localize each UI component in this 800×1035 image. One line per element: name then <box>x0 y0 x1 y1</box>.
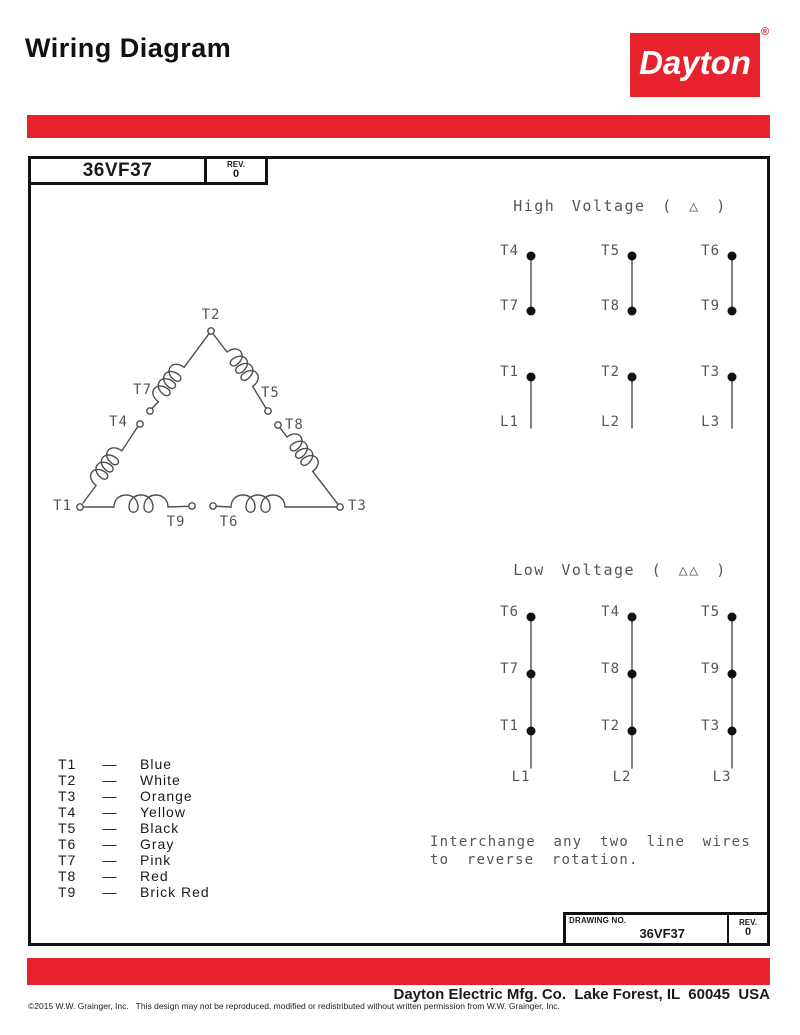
lv-column-1 <box>527 613 536 769</box>
winding-t1-t9 <box>84 495 188 512</box>
terminal-circle-t3 <box>337 504 343 510</box>
registered-trademark-icon: ® <box>761 26 770 38</box>
terminal-circle-t8 <box>275 422 281 428</box>
copyright-notice: ©2015 W.W. Grainger, Inc. This design may not be reproduced, modified or redistributed without written permission from W.W. Grainger, Inc. <box>28 1001 560 1011</box>
legend-terminal: T7 <box>58 852 77 868</box>
bottom-divider-bar <box>27 958 770 985</box>
lv-column-3 <box>728 613 737 769</box>
hv-label: T2 <box>601 364 620 380</box>
legend-color: White <box>140 772 181 788</box>
legend-row <box>58 836 210 852</box>
legend-row <box>58 868 210 884</box>
legend-terminal: T6 <box>58 836 77 852</box>
hv-label: T8 <box>601 298 620 314</box>
winding-t1-t4 <box>83 427 138 503</box>
hv-label: T3 <box>701 364 720 380</box>
legend-color: Orange <box>140 788 193 804</box>
terminal-circle-t9 <box>189 503 195 509</box>
drawing-rev-cell <box>729 915 767 943</box>
terminal-circle-t7 <box>147 408 153 414</box>
hv-label: T5 <box>601 243 620 259</box>
legend-separator: — <box>102 868 118 884</box>
legend-separator: — <box>102 884 118 900</box>
legend-color: Brick Red <box>140 884 210 900</box>
legend-terminal: T8 <box>58 868 77 884</box>
terminal-circle-t5 <box>265 408 271 414</box>
delta-label-t6: T6 <box>219 514 239 530</box>
lv-line-label: L3 <box>712 769 732 785</box>
legend-separator: — <box>102 836 118 852</box>
lv-label: T8 <box>601 661 620 677</box>
hv-label: T1 <box>500 364 519 380</box>
legend-color: Red <box>140 868 169 884</box>
legend-terminal: T1 <box>58 756 77 772</box>
rotation-note-line2: to reverse rotation. <box>430 852 639 868</box>
hv-label: T7 <box>500 298 519 314</box>
legend-row <box>58 852 210 868</box>
delta-winding-diagram <box>30 300 382 550</box>
legend-terminal: T2 <box>58 772 77 788</box>
wire-color-legend <box>58 756 210 900</box>
delta-label-t9: T9 <box>166 514 186 530</box>
rev-value: 0 <box>232 167 240 180</box>
lv-label: T7 <box>500 661 519 677</box>
legend-separator: — <box>102 852 118 868</box>
hv-column-1 <box>527 252 536 429</box>
legend-terminal: T4 <box>58 804 77 820</box>
drawing-number-block <box>563 912 770 946</box>
hv-label: T6 <box>701 243 720 259</box>
company-address: Dayton Electric Mfg. Co. Lake Forest, IL 60045 USA <box>393 986 770 1003</box>
lv-label: T9 <box>701 661 720 677</box>
lv-line-label: L1 <box>511 769 531 785</box>
hv-column-3 <box>728 252 737 429</box>
page-title: Wiring Diagram <box>25 33 232 63</box>
delta-label-t8: T8 <box>285 417 304 433</box>
hv-line-label: L1 <box>500 414 519 430</box>
drawing-no-label: DRAWING NO. <box>569 916 627 925</box>
high-voltage-title: High Voltage ( △ ) <box>513 197 727 215</box>
drawing-number: 36VF37 <box>639 926 685 941</box>
winding-t6-t3 <box>217 495 337 512</box>
delta-label-t1: T1 <box>53 498 72 514</box>
legend-separator: — <box>102 788 118 804</box>
legend-row <box>58 772 210 788</box>
hv-label: T4 <box>500 243 519 259</box>
dayton-logo <box>630 33 760 97</box>
rotation-note-line1: Interchange any two line wires <box>430 834 751 850</box>
legend-terminal: T5 <box>58 820 77 836</box>
dayton-logo-text: Dayton <box>639 44 751 81</box>
legend-separator: — <box>102 820 118 836</box>
low-voltage-title: Low Voltage ( △△ ) <box>513 561 727 579</box>
model-number: 36VF37 <box>31 159 207 182</box>
legend-row <box>58 788 210 804</box>
legend-row <box>58 804 210 820</box>
winding-t8-t3 <box>280 428 337 504</box>
legend-terminal: T3 <box>58 788 77 804</box>
high-voltage-connections <box>480 235 780 440</box>
title-block <box>28 156 268 185</box>
drawing-rev-value: 0 <box>744 926 752 939</box>
legend-color: Gray <box>140 836 175 852</box>
terminal-circle-t4 <box>137 421 143 427</box>
legend-color: Blue <box>140 756 173 772</box>
lv-label: T2 <box>601 718 620 734</box>
lv-column-2 <box>628 613 637 769</box>
delta-label-t7: T7 <box>133 382 152 398</box>
delta-label-t5: T5 <box>261 385 280 401</box>
legend-separator: — <box>102 756 118 772</box>
lv-label: T4 <box>601 604 620 620</box>
legend-color: Yellow <box>140 804 186 820</box>
top-divider-bar <box>27 115 770 138</box>
lv-label: T3 <box>701 718 720 734</box>
lv-label: T6 <box>500 604 519 620</box>
legend-color: Pink <box>140 852 172 868</box>
legend-separator: — <box>102 772 118 788</box>
delta-label-t4: T4 <box>109 414 128 430</box>
legend-color: Black <box>140 820 180 836</box>
legend-row <box>58 884 210 900</box>
legend-terminal: T9 <box>58 884 77 900</box>
rev-label: REV. <box>227 159 245 169</box>
hv-column-2 <box>628 252 637 429</box>
rotation-note <box>430 833 751 869</box>
legend-separator: — <box>102 804 118 820</box>
revision-cell <box>207 159 265 182</box>
drawing-rev-label: REV. <box>739 918 757 928</box>
legend-row <box>58 756 210 772</box>
delta-label-t2: T2 <box>201 307 221 323</box>
lv-line-label: L2 <box>612 769 632 785</box>
legend-row <box>58 820 210 836</box>
delta-label-t3: T3 <box>348 498 367 514</box>
hv-line-label: L2 <box>601 414 620 430</box>
terminal-circle-t1 <box>77 504 83 510</box>
low-voltage-connections <box>480 600 780 780</box>
terminal-circle-t2 <box>208 328 214 334</box>
hv-line-label: L3 <box>701 414 720 430</box>
lv-label: T5 <box>701 604 720 620</box>
terminal-circle-t6 <box>210 503 216 509</box>
drawing-number-cell <box>566 915 729 943</box>
winding-t7-t2 <box>149 334 208 408</box>
hv-label: T9 <box>701 298 720 314</box>
winding-t2-t5 <box>213 334 265 408</box>
lv-label: T1 <box>500 718 519 734</box>
